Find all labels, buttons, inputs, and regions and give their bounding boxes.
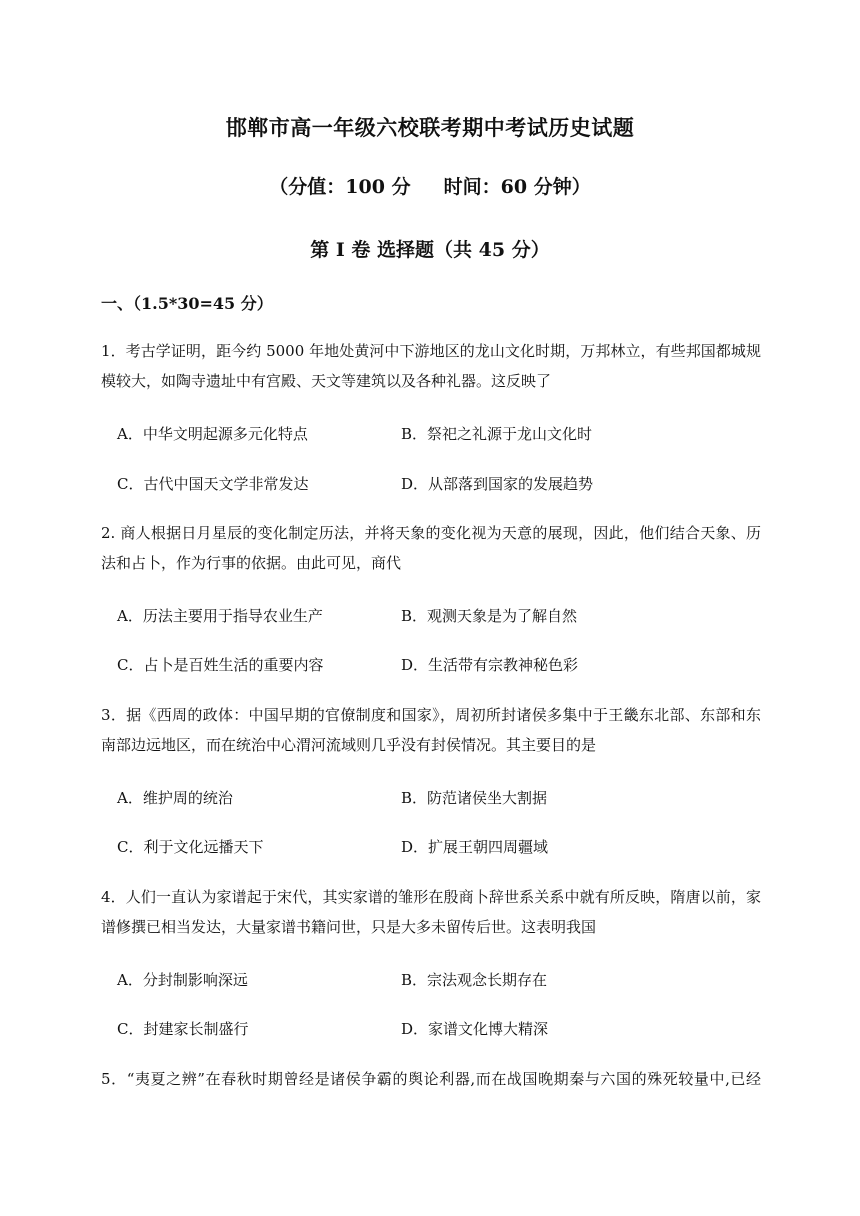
option-d [401,837,548,857]
option-text: 从部落到国家的发展趋势 [428,475,594,493]
option-letter: C． [117,1020,144,1038]
option-letter: D． [401,656,429,674]
option-c [117,655,324,675]
part-heading: 一、（1.5*30=45 分） [101,294,273,313]
option-d [401,474,593,494]
option-letter: A． [117,789,143,807]
option-d [401,1019,548,1039]
option-text: 历法主要用于指导农业生产 [142,607,323,625]
option-letter: D． [401,838,429,856]
option-letter: C． [117,475,144,493]
option-text: 祭祀之礼源于龙山文化时 [427,425,593,443]
option-a [117,970,248,990]
option-text: 防范诸侯坐大割据 [427,789,548,807]
option-a [117,424,308,444]
question-3 [101,700,761,760]
page-title: 邯郸市高一年级六校联考期中考试历史试题 [225,115,635,140]
option-letter: B． [401,971,428,989]
option-text: 宗法观念长期存在 [427,971,548,989]
option-text: 古代中国天文学非常发达 [143,475,309,493]
option-b [401,424,592,444]
option-letter: D． [401,475,429,493]
option-b [401,970,547,990]
exam-info: （分值：100 分 时间：60 分钟） [269,176,591,198]
option-text: 中华文明起源多元化特点 [142,425,308,443]
section-title: 第 I 卷 选择题（共 45 分） [310,239,550,261]
option-text: 分封制影响深远 [142,971,248,989]
option-text: 占卜是百姓生活的重要内容 [143,656,324,674]
option-text: 利于文化远播天下 [143,838,264,856]
option-d [401,655,578,675]
option-letter: C． [117,656,144,674]
option-letter: B． [401,789,428,807]
question-2 [101,518,761,578]
question-1 [101,336,761,396]
option-c [117,837,264,857]
option-c [117,474,309,494]
option-letter: B． [401,607,428,625]
option-c [117,1019,249,1039]
question-text-line: 4．人们一直认为家谱起于宋代，其实家谱的雏形在殷商卜辞世系关系中就有所反映，隋唐以前，家 [101,888,761,906]
option-letter: D． [401,1020,429,1038]
question-text-line: 法和占卜，作为行事的依据。由此可见，商代 [101,554,402,572]
question-text-line: 模较大，如陶寺遗址中有宫殿、天文等建筑以及各种礼器。这反映了 [101,372,552,390]
option-text: 维护周的统治 [142,789,233,807]
question-5 [101,1064,761,1094]
option-text: 生活带有宗教神秘色彩 [428,656,579,674]
option-letter: A． [117,425,143,443]
question-text-line: 南部边远地区，而在统治中心渭河流域则几乎没有封侯情况。其主要目的是 [101,736,597,754]
option-letter: C． [117,838,144,856]
question-text-line: 1．考古学证明，距今约 5000 年地处黄河中下游地区的龙山文化时期，万邦林立，有些邦国都城规 [101,342,761,360]
option-letter: A． [117,607,143,625]
question-text-line: 5．“夷夏之辨”在春秋时期曾经是诸侯争霸的舆论利器,而在战国晚期秦与六国的殊死较量中,已经 [101,1070,761,1088]
option-b [401,606,577,626]
question-text-line: 谱修撰已相当发达，大量家谱书籍问世，只是大多未留传后世。这表明我国 [101,918,597,936]
question-text-line: 2. 商人根据日月星辰的变化制定历法，并将天象的变化视为天意的展现，因此，他们结合天象、历 [101,524,761,542]
option-text: 封建家长制盛行 [143,1020,249,1038]
option-a [117,606,323,626]
option-text: 扩展王朝四周疆域 [428,838,549,856]
option-letter: B． [401,425,428,443]
option-text: 观测天象是为了解自然 [427,607,578,625]
question-text-line: 3．据《西周的政体：中国早期的官僚制度和国家》，周初所封诸侯多集中于王畿东北部、东部和东 [101,706,761,724]
option-b [401,788,547,808]
option-a [117,788,233,808]
option-letter: A． [117,971,143,989]
question-4 [101,882,761,942]
option-text: 家谱文化博大精深 [428,1020,549,1038]
